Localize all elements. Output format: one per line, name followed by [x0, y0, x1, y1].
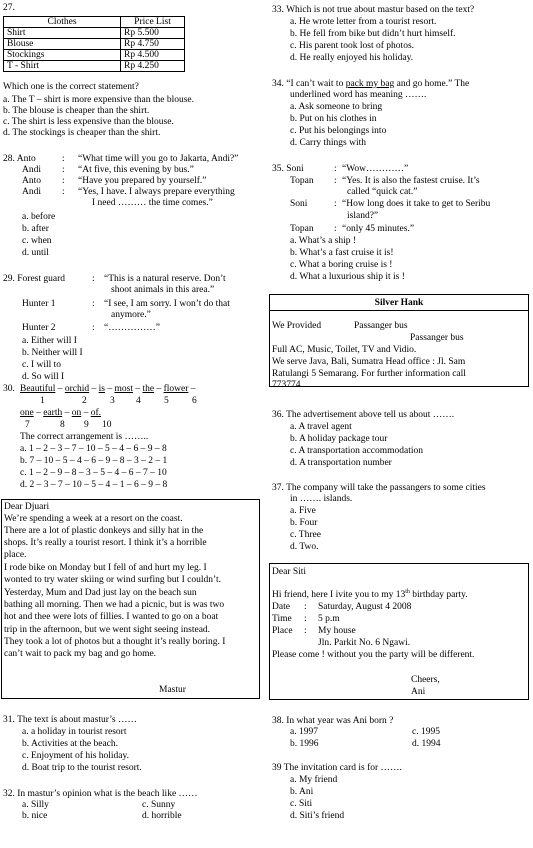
answer-option[interactable]: b. What’s a fast cruise it is!	[290, 248, 394, 258]
answer-option[interactable]: b. 7 – 10 – 5 – 4 – 6 – 9 – 8 – 3 – 2 – 1	[20, 456, 168, 466]
invitation-greeting: Dear Siti	[272, 567, 307, 577]
ad-provided-label: We Provided	[272, 321, 322, 331]
answer-option[interactable]: c. 1 – 2 – 9 – 8 – 3 – 5 – 4 – 6 – 7 – 10	[20, 468, 167, 478]
scramble-word: most	[114, 384, 133, 394]
answer-option[interactable]: d. The stockings is cheaper than the shirt.	[3, 128, 161, 138]
answer-option[interactable]: d. A transportation number	[290, 458, 392, 468]
answer-option[interactable]: d. 1994	[412, 739, 441, 749]
dialogue-text: “Yes, I have. I always prepare everything	[78, 187, 235, 197]
scramble-word: the	[142, 384, 155, 394]
word-dash: –	[107, 384, 113, 394]
question-text: 31. The text is about mastur’s ……	[3, 715, 137, 725]
answer-option[interactable]: c. His parent took lost of photos.	[290, 41, 415, 51]
answer-option[interactable]: c. A transportation accommodation	[290, 446, 423, 456]
dialogue-speaker: 29. Forest guard	[3, 274, 66, 284]
answer-option[interactable]: c. Siti	[290, 799, 313, 809]
detail-label: Date	[272, 602, 290, 612]
word-number: 9	[84, 420, 89, 430]
answer-option[interactable]: c. What a boring cruise is !	[290, 260, 393, 270]
ad-title: Silver Hank	[374, 298, 424, 308]
dialogue-speaker: 28. Anto	[3, 154, 36, 164]
detail-value: Saturday, August 4 2008	[318, 602, 412, 612]
answer-option[interactable]: b. A holiday package tour	[290, 434, 388, 444]
invitation-text: Hi friend, here I ivite you to my 13	[272, 590, 406, 600]
table-cell: Rp 4.250	[121, 61, 185, 72]
table-cell: T - Shirt	[4, 61, 121, 72]
letter-line: Yesterday, Mum and Dad just lay on the beach sun	[4, 588, 197, 598]
invitation-text: birthday party.	[409, 590, 468, 600]
answer-option[interactable]: a. before	[22, 212, 56, 222]
ad-line: We serve Java, Bali, Sumatra Head office : Jl. Sam	[272, 357, 466, 367]
dialogue-text: “Yes. It is also the fastest cruise. It’s	[342, 176, 480, 186]
answer-option[interactable]: b. nice	[22, 811, 48, 821]
dialogue-colon: :	[334, 224, 337, 234]
letter-line: can’t wait to pack my bag and go home.	[4, 649, 157, 659]
answer-option[interactable]: b. Ani	[290, 787, 314, 797]
detail-label: Time	[272, 614, 292, 624]
answer-option[interactable]: a. What’s a ship !	[290, 236, 357, 246]
advertisement-box	[269, 294, 529, 390]
invitation-name: Ani	[411, 687, 426, 697]
word-number: 5	[164, 396, 169, 406]
ad-line: Full AC, Music, Toilet, TV and Vidio.	[272, 345, 417, 355]
answer-option[interactable]: c. when	[22, 236, 52, 246]
answer-option[interactable]: d. Carry things with	[290, 138, 366, 148]
answer-option[interactable]: d. Two.	[290, 542, 319, 552]
detail-value: Jln. Parkit No. 6 Ngawi.	[318, 638, 411, 648]
dialogue-colon: :	[62, 187, 65, 197]
dialogue-speaker: Andi	[22, 187, 41, 197]
ad-provided-item: Passanger bus	[354, 321, 408, 331]
table-cell: Stockings	[4, 50, 121, 61]
letter-line: We’re spending a week at a resort on the coast.	[4, 514, 183, 524]
dialogue-speaker: Hunter 2	[22, 323, 56, 333]
table-cell: Rp 4.500	[121, 50, 185, 61]
answer-option[interactable]: a. The T – shirt is more expensive than the blouse.	[3, 95, 195, 105]
word-number: 3	[110, 396, 115, 406]
dialogue-speaker: Anto	[22, 176, 41, 186]
answer-option[interactable]: d. What a luxurious ship it is !	[290, 272, 405, 282]
word-dash: –	[64, 408, 70, 418]
dialogue-text: I need ……… the time comes.”	[92, 198, 213, 208]
dialogue-colon: :	[92, 323, 95, 333]
answer-option[interactable]: a. Silly	[22, 800, 49, 810]
answer-option[interactable]: d. So will I	[22, 372, 65, 382]
letter-line: I rode bike on Monday but I fell of and hurt my leg. I	[4, 563, 207, 573]
answer-option[interactable]: b. Neither will I	[22, 348, 83, 358]
answer-option[interactable]: b. after	[22, 224, 49, 234]
letter-line: There are a lot of plastic donkeys and silly hat in the	[4, 526, 204, 536]
letter-line: bathing all morning. Then we had a picnic, but is was two	[4, 600, 225, 610]
answer-option[interactable]: d. Siti’s friend	[290, 811, 345, 821]
invitation-box	[269, 563, 529, 700]
dialogue-speaker: Topan	[290, 176, 314, 186]
table-header: Price List	[121, 17, 185, 28]
question-text	[272, 79, 469, 90]
dialogue-speaker: Andi	[22, 165, 41, 175]
table-cell: Rp 4.750	[121, 39, 185, 50]
underlined-phrase: pack my bag	[345, 79, 395, 89]
dialogue-colon: :	[62, 176, 65, 186]
question-text: underlined word has meaning …….	[290, 90, 427, 100]
word-dash: –	[57, 384, 63, 394]
letter-line: shops. It’s really a tourist resort. I think it’s a horrible	[4, 538, 207, 548]
dialogue-text: “Have you prepared by yourself.”	[78, 176, 207, 186]
detail-label: Place	[272, 626, 293, 636]
word-number: 4	[136, 396, 141, 406]
scramble-word: earth	[43, 408, 63, 418]
dialogue-colon: :	[62, 154, 65, 164]
ad-line: Ratulangi 5 Semarang. For further information call	[272, 369, 466, 379]
answer-option[interactable]: c. Put his belongings into	[290, 126, 387, 136]
word-dash: –	[190, 384, 196, 394]
letter-greeting: Dear Djuari	[4, 502, 50, 512]
answer-option[interactable]: d. until	[22, 248, 49, 258]
word-number: 1	[40, 396, 45, 406]
answer-option[interactable]: d. 2 – 3 – 7 – 10 – 5 – 4 – 1 – 6 – 9 – 8	[20, 480, 168, 490]
letter-line: place.	[4, 550, 27, 560]
scramble-word: flower	[163, 384, 189, 394]
answer-option[interactable]: d. He really enjoyed his holiday.	[290, 53, 414, 63]
dialogue-text: shoot animals in this area.”	[111, 285, 215, 295]
word-scramble-line1	[20, 384, 196, 395]
word-dash: –	[135, 384, 141, 394]
invitation-closing: Please come ! without you the party will be different.	[272, 650, 475, 660]
dialogue-text: “This is a natural reserve. Don’t	[104, 274, 226, 284]
answer-option[interactable]: d. Boat trip to the tourist resort.	[22, 763, 142, 773]
answer-option[interactable]: c. 1995	[412, 727, 440, 737]
answer-option[interactable]: c. Three	[290, 530, 321, 540]
word-dash: –	[36, 408, 41, 418]
dialogue-colon: :	[334, 164, 337, 174]
answer-option[interactable]: a. A travel agent	[290, 422, 352, 432]
dialogue-colon: :	[334, 199, 337, 209]
answer-option[interactable]: a. Ask someone to bring	[290, 102, 383, 112]
answer-option[interactable]: b. Put on his clothes in	[290, 114, 377, 124]
word-dash: –	[156, 384, 162, 394]
detail-value: 5 p.m	[318, 614, 340, 624]
answer-option[interactable]: c. The shirt is less expensive than the blouse.	[3, 117, 174, 127]
question-text: 37. The company will take the passangers to some cities	[272, 483, 486, 493]
dialogue-text: “……………”	[104, 323, 160, 333]
question-text: 39 The invitation card is for …….	[272, 763, 402, 773]
answer-option[interactable]: a. 1997	[290, 727, 318, 737]
invitation-cheers: Cheers,	[411, 675, 440, 685]
scramble-word: Beautiful	[20, 384, 56, 394]
detail-value: My house	[318, 626, 356, 636]
word-number: 6	[192, 396, 197, 406]
detail-colon: :	[304, 626, 307, 636]
letter-box	[1, 499, 260, 699]
answer-option[interactable]: d. horrible	[142, 811, 182, 821]
dialogue-text: island?”	[347, 211, 379, 221]
word-dash: –	[83, 408, 89, 418]
answer-option[interactable]: b. Activities at the beach.	[22, 739, 119, 749]
word-number: 10	[102, 420, 112, 430]
dialogue-text: “What time will you go to Jakarta, Andi?”	[78, 154, 239, 164]
dialogue-speaker: 35. Soni	[272, 164, 304, 174]
table-cell: Rp 5.500	[121, 28, 185, 39]
scramble-word: orchid	[64, 384, 90, 394]
detail-colon: :	[304, 614, 307, 624]
dialogue-text: “At five, this evening by bus.”	[78, 165, 194, 175]
letter-line: They took a lot of photos but a thought it’s really boring. I	[4, 637, 226, 647]
word-number: 7	[25, 420, 30, 430]
dialogue-text: “Wow…………”	[342, 164, 409, 174]
word-number: 2	[82, 396, 87, 406]
answer-option[interactable]: a. a holiday in tourist resort	[22, 727, 127, 737]
dialogue-speaker: Topan	[290, 224, 314, 234]
scramble-word: of.	[90, 408, 102, 418]
answer-option[interactable]: b. The blouse is cheaper than the shirt.	[3, 106, 150, 116]
scramble-word: on	[71, 408, 82, 418]
ad-phone: 773774	[272, 380, 301, 390]
letter-signature: Mastur	[159, 685, 186, 695]
ad-provided-item: Passanger bus	[410, 333, 464, 343]
answer-option[interactable]: c. Enjoyment of his holiday.	[22, 751, 130, 761]
answer-option[interactable]: a. My friend	[290, 775, 338, 785]
answer-option[interactable]: a. He wrote letter from a tourist resort.	[290, 17, 437, 27]
detail-colon: :	[304, 602, 307, 612]
word-number: 8	[60, 420, 65, 430]
scramble-word: one	[20, 408, 34, 418]
answer-option[interactable]: b. 1996	[290, 739, 319, 749]
question-text: Which one is the correct statement?	[3, 82, 139, 92]
dialogue-text: “How long does it take to get to Seribu	[342, 199, 491, 209]
dialogue-text: anymore.”	[111, 310, 151, 320]
answer-option[interactable]: a. Five	[290, 506, 316, 516]
answer-option[interactable]: c. Sunny	[142, 800, 176, 810]
dialogue-colon: :	[62, 165, 65, 175]
letter-line: wonted to try water skiing or wind surfing but I couldn’t.	[4, 575, 221, 585]
answer-option[interactable]: a. Either will I	[22, 336, 77, 346]
question-text: 36. The advertisement above tell us about …….	[272, 410, 455, 420]
answer-option[interactable]: b. He fell from bike but didn’t hurt himself.	[290, 29, 456, 39]
dialogue-speaker: Soni	[290, 199, 308, 209]
price-table	[3, 16, 185, 72]
word-scramble-line2	[20, 408, 101, 419]
question-text: 38. In what year was Ani born ?	[272, 716, 394, 726]
question-text: in ……. islands.	[290, 494, 353, 504]
letter-line: hot and thee were lots of fillies. I wanted to go on a boat	[4, 612, 219, 622]
answer-option[interactable]: b. Four	[290, 518, 318, 528]
dialogue-colon: :	[92, 299, 95, 309]
word-dash: –	[91, 384, 97, 394]
invitation-line	[272, 590, 468, 601]
question-number: 27.	[3, 3, 15, 13]
question-number: 30.	[3, 384, 15, 394]
ordinal-suffix: th	[405, 588, 410, 595]
dialogue-colon: :	[334, 176, 337, 186]
question-text: The correct arrangement is ……..	[20, 432, 149, 442]
answer-option[interactable]: a. 1 – 2 – 3 – 7 – 10 – 5 – 4 – 6 – 9 – 8	[20, 444, 167, 454]
dialogue-text: “I see, I am sorry. I won’t do that	[104, 299, 230, 309]
question-text: 32. In mastur’s opinion what is the beach like ……	[3, 789, 198, 799]
table-cell: Shirt	[4, 28, 121, 39]
answer-option[interactable]: c. I will to	[22, 360, 62, 370]
table-header: Clothes	[4, 17, 121, 28]
question-text-part: 34. “I can’t wait to	[272, 79, 346, 89]
dialogue-speaker: Hunter 1	[22, 299, 56, 309]
dialogue-colon: :	[92, 274, 95, 284]
dialogue-text: called “quick cat.”	[347, 187, 418, 197]
scramble-word: is	[98, 384, 105, 394]
question-text: 33. Which is not true about mastur based on the text?	[272, 5, 475, 15]
letter-line: trip in the afternoon, but we went sight seeing instead.	[4, 625, 211, 635]
dialogue-text: “only 45 minutes.”	[342, 224, 415, 234]
question-text-part: and go home.” The	[394, 79, 470, 89]
table-cell: Blouse	[4, 39, 121, 50]
